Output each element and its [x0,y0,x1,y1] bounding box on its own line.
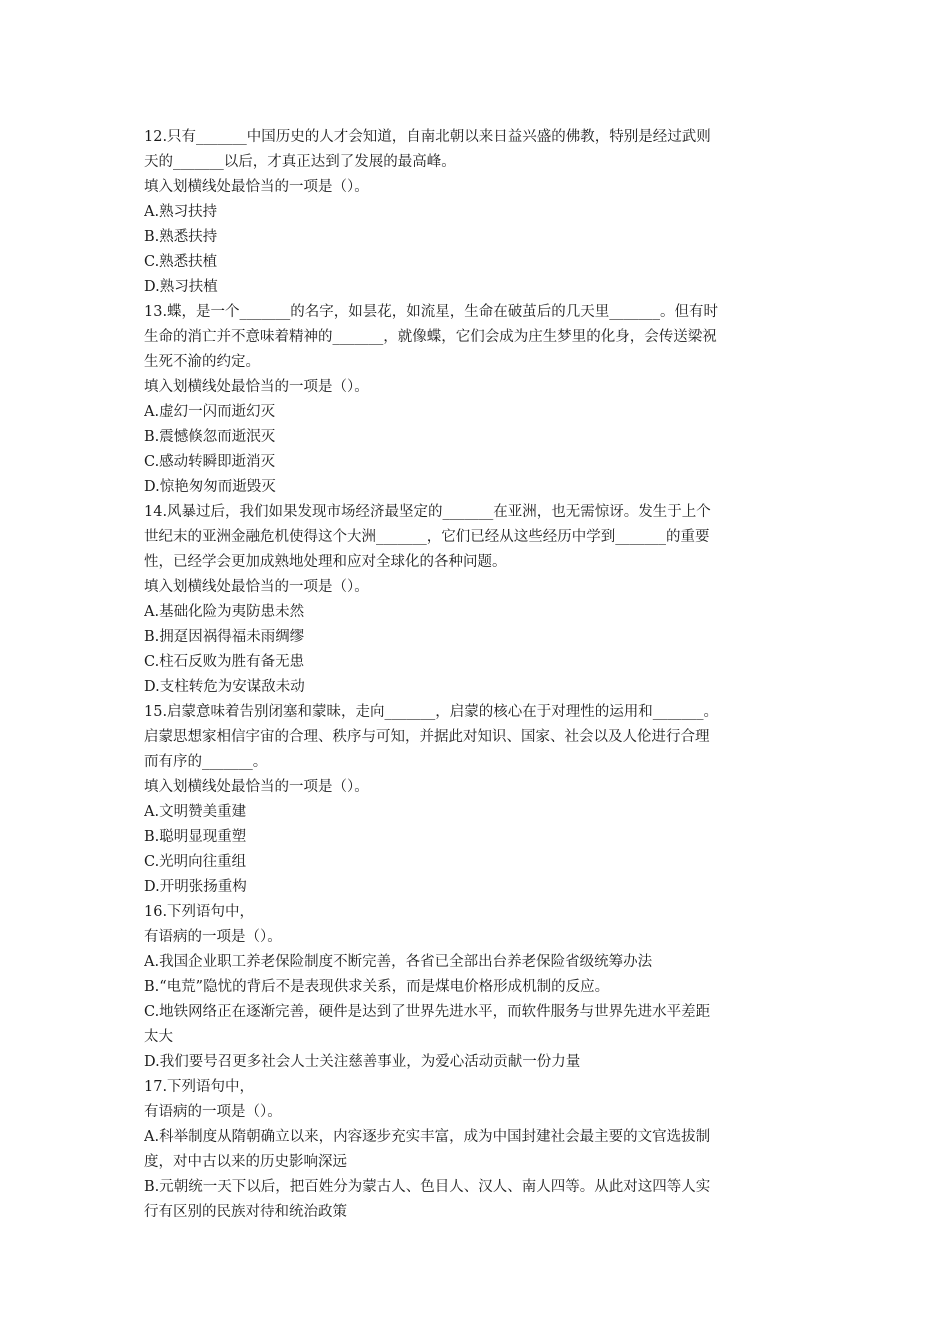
q16-option-c-line-1: C.地铁网络正在逐渐完善，硬件是达到了世界先进水平，而软件服务与世界先进水平差距 [144,1004,711,1020]
q13-stem-line-3: 生死不渝的约定。 [144,354,260,370]
q15-option-c: C.光明向往重组 [144,854,247,870]
q16-option-b: B.“电荒”隐忧的背后不是表现供求关系，而是煤电价格形成机制的反应。 [144,979,610,995]
q12-stem-line-2: 天的_______以后，才真正达到了发展的最高峰。 [144,154,456,170]
q15-option-b: B.聪明显现重塑 [144,829,247,845]
q16-option-d: D.我们要号召更多社会人士关注慈善事业，为爱心活动贡献一份力量 [144,1054,581,1070]
document-body [144,125,810,1225]
q13-option-a: A.虚幻一闪而逝幻灭 [144,404,276,420]
q14-option-c: C.柱石反败为胜有备无患 [144,654,305,670]
q17-option-b-line-2: 行有区别的民族对待和统治政策 [144,1204,347,1220]
q13-stem-line-2: 生命的消亡并不意味着精神的_______，就像蝶，它们会成为庄生梦里的化身，会传送梁祝 [144,329,717,345]
q12-option-d: D.熟习扶植 [144,279,218,295]
q15-stem-line-1: 15.启蒙意味着告别闭塞和蒙昧，走向_______，启蒙的核心在于对理性的运用和_______。 [144,704,719,720]
q12-instruction: 填入划横线处最恰当的一项是（）。 [144,179,369,195]
q15-option-a: A.文明赞美重建 [144,804,247,820]
q14-stem-line-2: 世纪末的亚洲金融危机使得这个大洲_______，它们已经从这些经历中学到_______的重要 [144,529,710,545]
q13-option-d: D.惊艳匆匆而逝毁灭 [144,479,276,495]
q17-option-a-line-1: A.科举制度从隋朝确立以来，内容逐步充实丰富，成为中国封建社会最主要的文官选拔制 [144,1129,711,1145]
q14-option-a: A.基础化险为夷防患未然 [144,604,305,620]
q16-option-a: A.我国企业职工养老保险制度不断完善，各省已全部出台养老保险省级统筹办法 [144,954,653,970]
q14-stem-line-1: 14.风暴过后，我们如果发现市场经济最坚定的_______在亚洲，也无需惊讶。发生于上个 [144,504,711,520]
q13-option-c: C.感动转瞬即逝消灭 [144,454,276,470]
q14-stem-line-3: 性，已经学会更加成熟地处理和应对全球化的各种问题。 [144,554,507,570]
q12-option-c: C.熟悉扶植 [144,254,218,270]
q15-stem-line-2: 启蒙思想家相信宇宙的合理、秩序与可知，并据此对知识、国家、社会以及人伦进行合理 [144,729,710,745]
q16-stem-line-2: 有语病的一项是（）。 [144,929,282,945]
q13-instruction: 填入划横线处最恰当的一项是（）。 [144,379,369,395]
q14-option-d: D.支柱转危为安谋敌未动 [144,679,305,695]
q14-instruction: 填入划横线处最恰当的一项是（）。 [144,579,369,595]
q12-option-a: A.熟习扶持 [144,204,218,220]
q15-stem-line-3: 而有序的_______。 [144,754,268,770]
q17-option-a-line-2: 度，对中古以来的历史影响深远 [144,1154,347,1170]
q16-stem-line-1: 16.下列语句中， [144,904,255,920]
q17-stem-line-1: 17.下列语句中， [144,1079,255,1095]
q14-option-b: B.拥趸因祸得福未雨绸缪 [144,629,305,645]
q16-option-c-line-2: 太大 [144,1029,173,1045]
q17-option-b-line-1: B.元朝统一天下以后，把百姓分为蒙古人、色目人、汉人、南人四等。从此对这四等人实 [144,1179,711,1195]
q13-option-b: B.震憾倏忽而逝泯灭 [144,429,276,445]
q15-instruction: 填入划横线处最恰当的一项是（）。 [144,779,369,795]
q17-stem-line-2: 有语病的一项是（）。 [144,1104,282,1120]
q12-option-b: B.熟悉扶持 [144,229,218,245]
q12-stem-line-1: 12.只有_______中国历史的人才会知道，自南北朝以来日益兴盛的佛教，特别是经过武则 [144,129,711,145]
q13-stem-line-1: 13.蝶，是一个_______的名字，如昙花，如流星，生命在破茧后的几天里_______。但有时 [144,304,719,320]
q15-option-d: D.开明张扬重构 [144,879,247,895]
